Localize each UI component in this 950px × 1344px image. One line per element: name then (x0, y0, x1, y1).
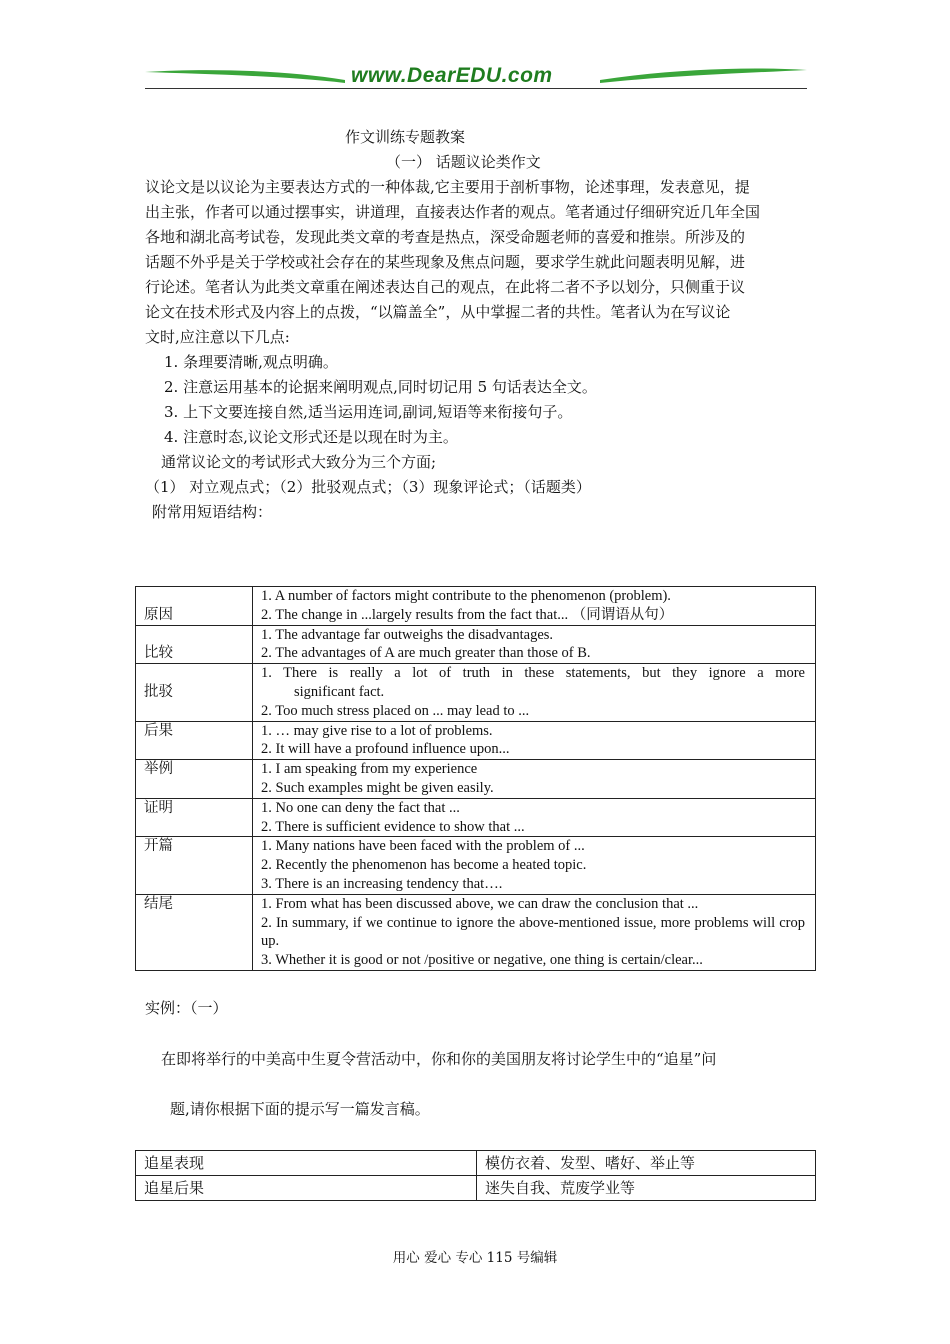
phrase-item: 1. I am speaking from my experience (261, 761, 478, 778)
forms-list: （1） 对立观点式；（2）批驳观点式；（3）现象评论式；（话题类） (145, 478, 591, 496)
phrase-item: 1. A number of factors might contribute to the phenomenon (problem). (261, 588, 671, 604)
phrases-intro: 附常用短语结构： (152, 503, 273, 521)
row-key: 举例 (136, 760, 253, 799)
point-item: 3. 上下文要连接自然,适当运用连词,副词,短语等来衔接句子。 (164, 403, 573, 421)
row-items (253, 664, 816, 721)
phrase-item: 1. Many nations have been faced with the problem of ... (261, 838, 585, 855)
table-row (136, 760, 816, 799)
phrase-item: 2. Such examples might be given easily. (261, 779, 494, 796)
row-key: 后果 (136, 721, 253, 760)
row-items (253, 587, 816, 626)
phrase-item: 2. There is sufficient evidence to show that ... (261, 818, 525, 835)
row-key: 原因 (136, 587, 253, 626)
table-row (136, 837, 816, 894)
phrase-item: 2. It will have a profound influence upon... (261, 741, 510, 758)
row-key: 结尾 (136, 894, 253, 970)
row-items (253, 798, 816, 837)
table-row (136, 894, 816, 970)
hint-value: 迷失自我、荒废学业等 (477, 1176, 816, 1201)
intro-line: 出主张，作者可以通过摆事实，讲道理，直接表达作者的观点。笔者通过仔细研究近几年全国 (145, 203, 761, 221)
intro-line: 行论述。笔者认为此类文章重在阐述表达自己的观点，在此将二者不予以划分，只侧重于议 (145, 278, 746, 296)
example-prompt-line: 题,请你根据下面的提示写一篇发言稿。 (170, 1100, 430, 1118)
row-key: 证明 (136, 798, 253, 837)
row-key: 开篇 (136, 837, 253, 894)
phrase-item: 2. Too much stress placed on ... may lead to ... (261, 702, 530, 719)
site-logo[interactable]: www.DearEDU.com (345, 64, 559, 88)
phrase-item: 2. In summary, if we continue to ignore the above-mentioned issue, more problems will crop up. (261, 914, 805, 950)
row-items (253, 837, 816, 894)
point-item: 2. 注意运用基本的论据来阐明观点,同时切记用 5 句话表达全文。 (164, 378, 597, 396)
phrase-table (135, 586, 816, 971)
row-items (253, 760, 816, 799)
phrase-item: 3. There is an increasing tendency that…. (261, 875, 503, 892)
page-footer: 用心 爱心 专心 115 号编辑 (392, 1250, 558, 1266)
table-row (136, 1176, 816, 1201)
phrase-item: 1. No one can deny the fact that ... (261, 799, 460, 816)
point-item: 1. 条理要清晰,观点明确。 (164, 353, 338, 371)
row-items (253, 894, 816, 970)
hint-table (135, 1150, 816, 1201)
page-title: 作文训练专题教案 (345, 128, 466, 146)
phrase-item: 3. Whether it is good or not /positive or negative, one thing is certain/clear... (261, 952, 703, 969)
intro-paragraph (145, 175, 807, 350)
phrase-item: 2. The change in ...largely results from the fact that... （同谓语从句） (261, 606, 674, 623)
phrase-item: 1. There is really a lot of truth in these statements, but they ignore a more (261, 665, 805, 682)
row-key: 批驳 (136, 664, 253, 721)
phrase-item: 1. From what has been discussed above, we can draw the conclusion that ... (261, 895, 699, 912)
forms-intro: 通常议论文的考试形式大致分为三个方面; (161, 453, 437, 471)
row-key: 比较 (136, 625, 253, 664)
intro-line: 各地和湖北高考试卷，发现此类文章的考查是热点，深受命题老师的喜爱和推崇。所涉及的 (145, 228, 746, 246)
phrase-item: 2. The advantages of A are much greater than those of B. (261, 645, 591, 662)
point-item: 4. 注意时态,议论文形式还是以现在时为主。 (164, 428, 458, 446)
hint-value: 模仿衣着、发型、嗜好、举止等 (477, 1151, 816, 1176)
hint-key: 追星后果 (136, 1176, 477, 1201)
intro-line: 文时,应注意以下几点: (145, 328, 290, 346)
intro-line: 论文在技术形式及内容上的点拨，“以篇盖全”，从中掌握二者的共性。笔者认为在写议论 (145, 303, 731, 321)
header-rule (145, 88, 807, 89)
table-row (136, 1151, 816, 1176)
example-label: 实例：（一） (145, 999, 228, 1017)
example-prompt-line: 在即将举行的中美高中生夏令营活动中，你和你的美国朋友将讨论学生中的“追星”问 (161, 1050, 717, 1068)
table-row (136, 664, 816, 721)
table-row (136, 798, 816, 837)
intro-line: 议论文是以议论为主要表达方式的一种体裁,它主要用于剖析事物，论述事理，发表意见，提 (145, 178, 750, 196)
row-items (253, 721, 816, 760)
hint-key: 追星表现 (136, 1151, 477, 1176)
intro-line: 话题不外乎是关于学校或社会存在的某些现象及焦点问题，要求学生就此问题表明见解，进 (145, 253, 746, 271)
table-row (136, 625, 816, 664)
table-row (136, 721, 816, 760)
phrase-item: 2. Recently the phenomenon has become a heated topic. (261, 857, 587, 874)
phrase-item: 1. The advantage far outweighs the disadvantages. (261, 626, 554, 643)
section-title: （一） 话题议论类作文 (386, 153, 541, 171)
row-items (253, 625, 816, 664)
table-row (136, 587, 816, 626)
phrase-item: significant fact. (294, 683, 385, 700)
phrase-item: 1. … may give rise to a lot of problems. (261, 722, 493, 739)
